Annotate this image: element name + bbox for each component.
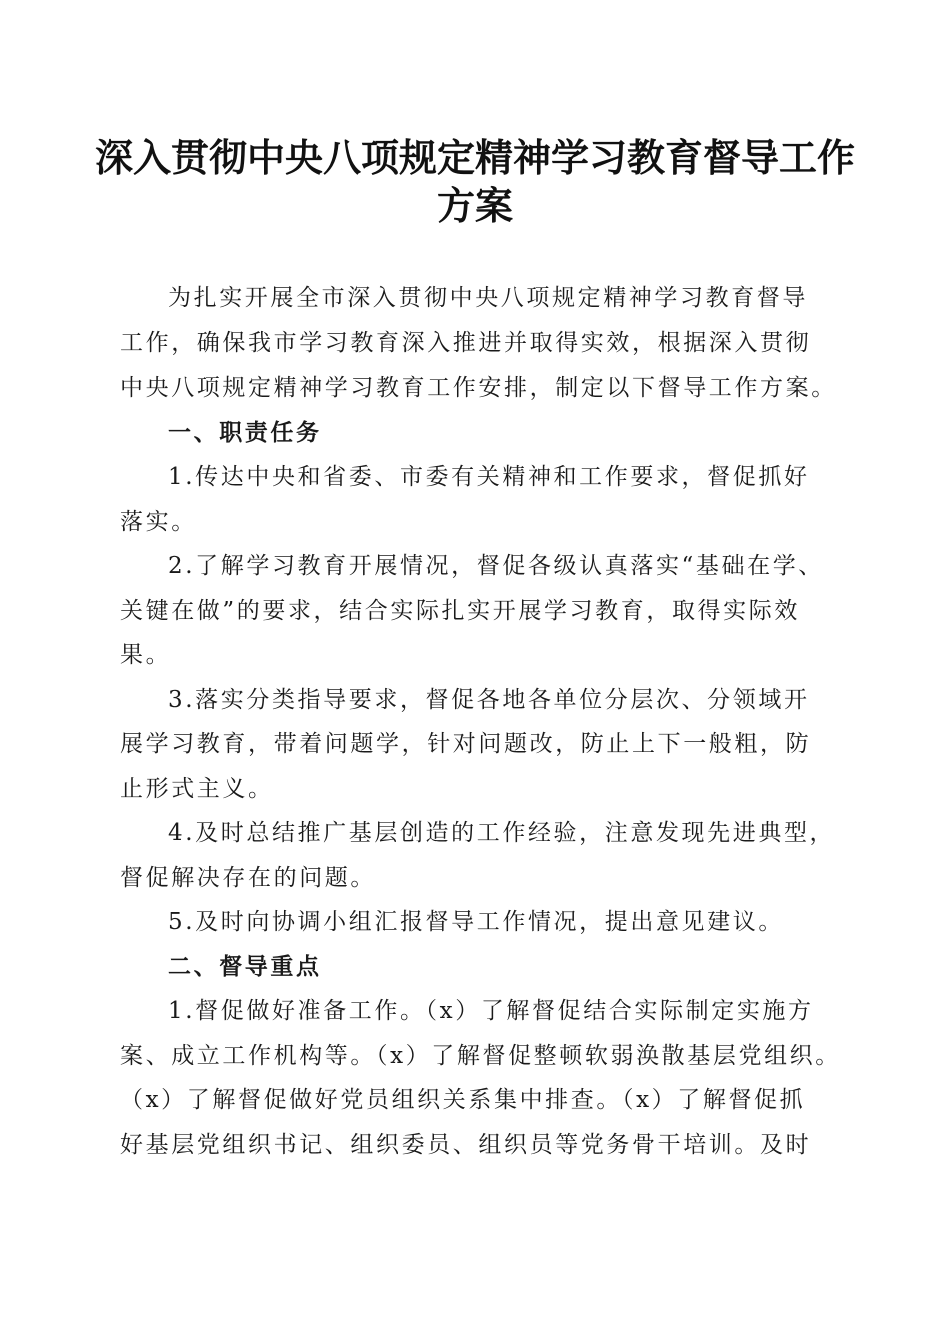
document-title-line-1: 深入贯彻中央八项规定精神学习教育督导工作: [94, 135, 855, 180]
duty-item-line: 5.及时向协调小组汇报督导工作情况，提出意见建议。: [168, 909, 784, 935]
duty-item-line: 督促解决存在的问题。: [120, 865, 376, 891]
duty-item-line: 1.传达中央和省委、市委有关精神和工作要求，督促抓好: [168, 464, 810, 490]
duty-item-line: 4.及时总结推广基层创造的工作经验，注意发现先进典型，: [168, 820, 836, 846]
intro-paragraph-line: 为扎实开展全市深入贯彻中央八项规定精神学习教育督导: [168, 285, 808, 311]
intro-paragraph-line: 工作，确保我市学习教育深入推进并取得实效，根据深入贯彻: [120, 330, 812, 356]
intro-paragraph-line: 中央八项规定精神学习教育工作安排，制定以下督导工作方案。: [120, 375, 837, 401]
document-title-line-2: 方案: [436, 183, 513, 228]
duty-item-line: 关键在做”的要求，结合实际扎实开展学习教育，取得实际效: [120, 598, 800, 624]
focus-item-line: 1.督促做好准备工作。（x）了解督促结合实际制定实施方: [168, 998, 814, 1024]
duty-item-line: 果。: [120, 642, 172, 668]
duty-item-line: 止形式主义。: [120, 776, 274, 802]
duty-item-line: 展学习教育，带着问题学，针对问题改，防止上下一般粗，防: [120, 731, 812, 757]
duty-item-line: 3.落实分类指导要求，督促各地各单位分层次、分领域开: [168, 687, 810, 713]
section-heading-focus: 二、督导重点: [168, 954, 322, 980]
section-heading-duties: 一、职责任务: [168, 420, 322, 446]
focus-item-line: 案、成立工作机构等。（x）了解督促整顿软弱涣散基层党组织。: [120, 1043, 841, 1069]
focus-item-line: （x）了解督促做好党员组织关系集中排查。（x）了解督促抓: [120, 1087, 806, 1113]
duty-item-line: 2.了解学习教育开展情况，督促各级认真落实“基础在学、: [168, 553, 824, 579]
duty-item-line: 落实。: [120, 509, 197, 535]
focus-item-line: 好基层党组织书记、组织委员、组织员等党务骨干培训。及时: [120, 1132, 812, 1158]
